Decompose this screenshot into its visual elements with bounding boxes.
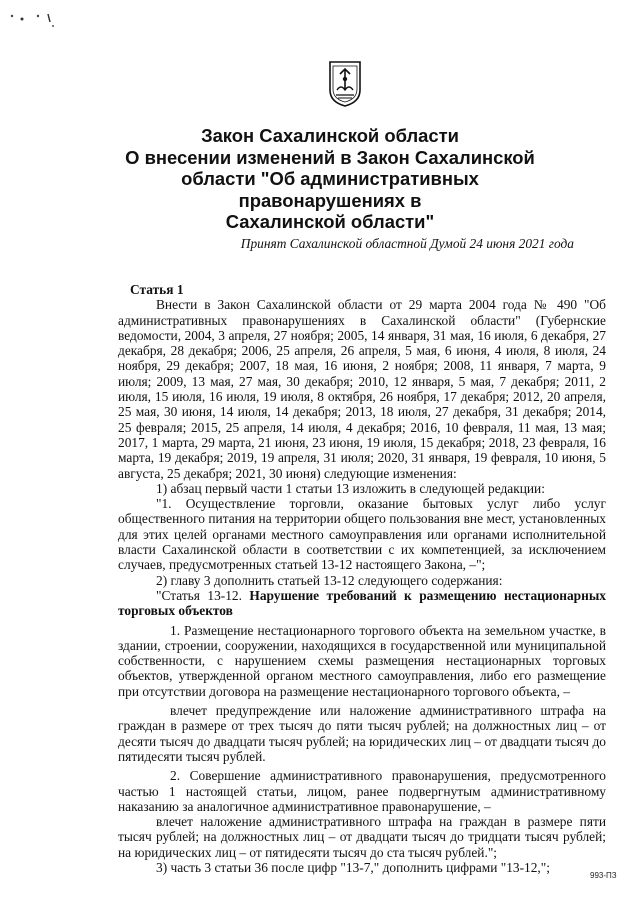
adoption-note: Принят Сахалинской областной Думой 24 июня 2021 года — [240, 236, 574, 251]
new-article-heading — [118, 588, 606, 619]
title-line: Закон Сахалинской области — [201, 125, 459, 146]
article-part-2: 2. Совершение административного правонарушения, предусмотренного частью 1 настоящей статьи, лицом, ранее подвергнутым административному наказанию за аналогичное административное правонарушение, – — [118, 768, 606, 814]
amendment-item-2: 2) главу 3 дополнить статьей 13-12 следующего содержания: — [156, 572, 503, 588]
article-part-1: 1. Размещение нестационарного торгового объекта на земельном участке, в здании, строении, сооружении, находящихся в государственной или муниципальной собственности, с нарушением схемы размещения нестационарных торговых объектов, утвержденной органом местного самоуправления, либо его размещение при отсутствии договора на размещение нестационарного торгового объекта, – — [118, 622, 606, 699]
article-intro: Внести в Закон Сахалинской области от 29 марта 2004 года № 490 "Об административных правонарушениях в Сахалинской области" (Губернские ведомости, 2004, 3 апреля, 27 ноября; 2005, 14 января, 31 мая, 16 июля, 6 декабря, 27 декабря, 28 декабря; 2006, 25 апреля, 26 апреля, 5 мая, 6 июня, 4 июля, 8 июля, 24 ноября, 29 декабря; 2007, 18 мая, 16 июня, 2 ноября; 2008, 11 января, 7 марта, 9 июля; 2009, 13 мая, 27 мая, 30 декабря; 2010, 12 января, 5 мая, 7 декабря; 2011, 2 июля, 15 июля, 16 июля, 19 июля, 8 октября, 26 ноября, 17 декабря; 2012, 20 апреля, 25 мая, 30 июня, 14 июля, 14 декабря; 2013, 18 июля, 27 декабря, 31 декабря; 2014, 25 февраля; 2015, 25 апреля, 14 июля, 4 декабря; 2016, 10 февраля, 11 мая, 13 мая; 2017, 1 марта, 29 марта, 21 июня, 23 июня, 19 июля, 15 декабря; 2018, 23 февраля, 16 марта, 19 декабря; 2019, 19 апреля, 31 июля; 2020, 31 января, 19 февраля, 10 июня, 5 августа, 25 декабря; 2021, 30 июня) следующие изменения: — [118, 297, 606, 481]
amendment-item-1: 1) абзац первый части 1 статьи 13 изложить в следующей редакции: — [156, 480, 545, 496]
new-article-prefix: "Статья 13-12. — [156, 587, 250, 603]
new-article-title: Нарушение требований к размещению нестационарных торговых объектов — [118, 587, 606, 619]
coat-of-arms-icon — [328, 60, 362, 108]
law-title — [110, 125, 550, 233]
article-part-2-penalty: влечет наложение административного штрафа на граждан в размере пяти тысяч рублей; на должностных лиц – от двадцати тысяч до тридцати тысяч рублей; на юридических лиц – от пятидесяти тысяч до ста тысяч рублей."; — [118, 814, 606, 860]
amendment-item-1-text: "1. Осуществление торговли, оказание бытовых услуг либо услуг общественного питания на территории общего пользования вне мест, установленных для этих целей органами местного самоуправления или органами исполнительной власти Сахалинской области в соответствии с их компетенцией, за исключением случаев, предусмотренных статьей 13-12 настоящего Закона, –"; — [118, 496, 606, 573]
title-line: Сахалинской области" — [225, 211, 435, 232]
title-line: О внесении изменений в Закон Сахалинской — [125, 146, 535, 168]
article-body — [118, 282, 606, 875]
scan-marks — [8, 10, 58, 34]
amendment-item-3: 3) часть 3 статьи 36 после цифр "13-7," дополнить цифрами "13-12,"; — [156, 859, 550, 875]
document-code: 993-ПЗ — [590, 871, 617, 880]
article-heading: Статья 1 — [130, 282, 184, 297]
article-part-1-penalty: влечет предупреждение или наложение административного штрафа на граждан в размере от трех тысяч до пяти тысяч рублей; на должностных лиц – от десяти тысяч до двадцати тысяч рублей; на юридических лиц – от двадцати тысяч до пятидесяти тысяч рублей. — [118, 703, 606, 764]
title-line: области "Об административных правонарушениях в — [181, 168, 479, 211]
